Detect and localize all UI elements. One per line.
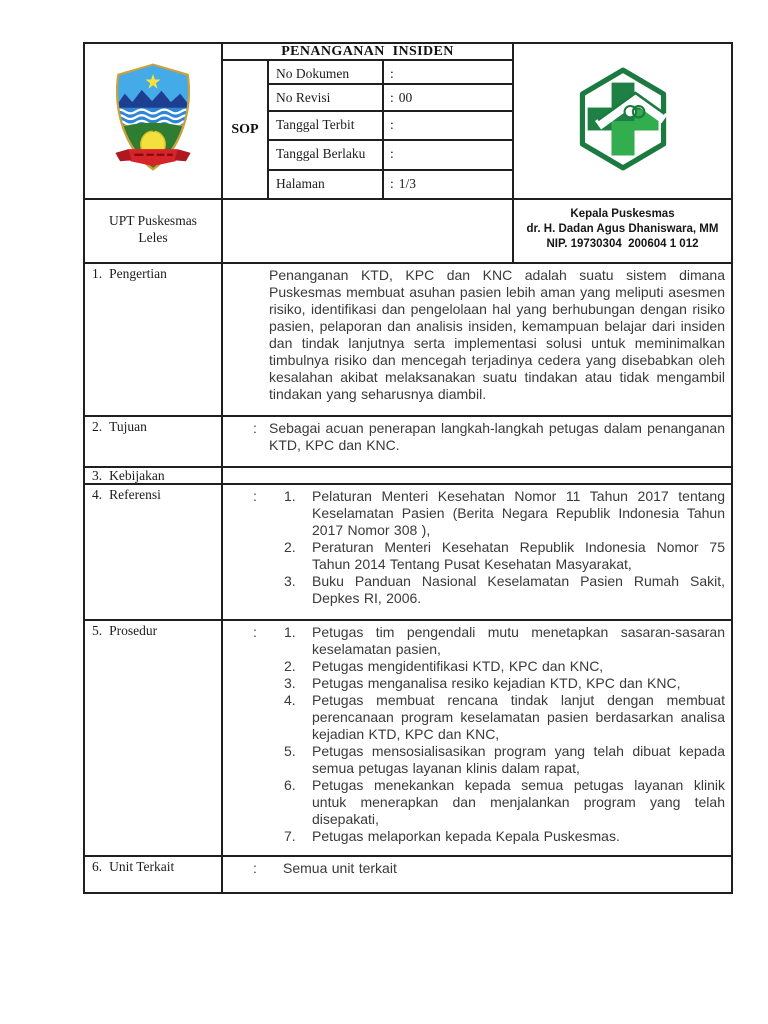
field-label: Tanggal Berlaku bbox=[276, 146, 366, 161]
section-number: 4. bbox=[92, 487, 103, 502]
signature-title: Kepala Puskesmas bbox=[570, 208, 675, 220]
field-value-text: 00 bbox=[398, 90, 413, 105]
sop-document-table bbox=[83, 42, 733, 894]
section-text: Semua unit terkait bbox=[283, 860, 397, 876]
doc-type-label: SOP bbox=[231, 121, 259, 137]
section-text: Penanganan KTD, KPC dan KNC adalah suatu sistem dimana Puskesmas membuat asuhan pasien lebih aman yang meliputi asesmen risiko, identifikasi dan pengelolaan hal yang berhubungan dengan risiko pasien, pelaporan dan analisis insiden, kemampuan belajar dari insiden dan tindak lanjutnya serta implementasi solusi untuk meminimalkan timbulnya risiko dan mencegah terjadinya cedera yang disebabkan oleh kesalahan akibat melaksanakan suatu tindakan atau tidak mengambil tindakan yang seharusnya diambil. bbox=[269, 267, 725, 402]
section-text: Sebagai acuan penerapan langkah-langkah petugas dalam penanganan KTD, KPC dan KNC. bbox=[269, 420, 725, 453]
field-row-tanggal-berlaku bbox=[269, 141, 512, 171]
section-number: 3. bbox=[92, 468, 103, 483]
field-row-halaman bbox=[269, 171, 512, 198]
section-title: Unit Terkait bbox=[109, 859, 175, 874]
list-item: Petugas melaporkan kepada Kepala Puskesmas. bbox=[312, 828, 620, 844]
section-label bbox=[85, 417, 221, 466]
organization-row bbox=[85, 200, 731, 264]
section-label bbox=[85, 468, 221, 483]
referensi-list bbox=[282, 488, 725, 607]
organization-line2: Leles bbox=[138, 230, 168, 245]
colon: : bbox=[390, 176, 394, 191]
section-unit-terkait bbox=[85, 857, 731, 892]
section-label bbox=[85, 857, 221, 892]
colon: : bbox=[253, 488, 257, 504]
section-content bbox=[221, 417, 731, 466]
section-kebijakan bbox=[85, 468, 731, 485]
colon: : bbox=[253, 860, 257, 876]
document-info-fields bbox=[267, 61, 512, 198]
section-content bbox=[221, 485, 731, 619]
field-row-no-revisi bbox=[269, 85, 512, 112]
section-label bbox=[85, 264, 221, 415]
empty-cell bbox=[221, 200, 512, 262]
section-content bbox=[221, 264, 731, 415]
header-body bbox=[223, 61, 512, 198]
list-item: Pelaturan Menteri Kesehatan Nomor 11 Tahun 2017 tentang Keselamatan Pasien (Berita Negara Republik Indonesia Tahun 2017 Nomor 308 ), bbox=[312, 488, 725, 538]
section-number: 6. bbox=[92, 859, 103, 874]
section-title: Referensi bbox=[109, 487, 161, 502]
right-logo-cell bbox=[512, 44, 731, 198]
field-label: No Dokumen bbox=[276, 66, 350, 81]
field-value bbox=[382, 85, 512, 110]
section-referensi bbox=[85, 485, 731, 621]
document-title: PENANGANAN INSIDEN bbox=[223, 44, 512, 61]
section-tujuan bbox=[85, 417, 731, 468]
section-prosedur bbox=[85, 621, 731, 857]
colon: : bbox=[390, 117, 394, 132]
signature-nip: NIP. 19730304 200604 1 012 bbox=[546, 238, 699, 250]
left-logo-cell bbox=[85, 44, 221, 198]
field-row-tanggal-terbit bbox=[269, 112, 512, 141]
sop-header-row bbox=[85, 44, 731, 200]
colon: : bbox=[253, 624, 257, 640]
field-value-text: 1/3 bbox=[398, 176, 417, 191]
colon: : bbox=[390, 66, 394, 81]
signature-name: dr. H. Dadan Agus Dhaniswara, MM bbox=[526, 223, 719, 235]
section-label bbox=[85, 485, 221, 619]
section-pengertian bbox=[85, 264, 731, 417]
prosedur-list bbox=[282, 624, 725, 845]
field-label: Halaman bbox=[276, 176, 325, 191]
organization-line1: UPT Puskesmas bbox=[109, 213, 197, 228]
list-item: Peraturan Menteri Kesehatan Republik Indonesia Nomor 75 Tahun 2014 Tentang Pusat Kesehatan Masyarakat, bbox=[312, 539, 725, 572]
list-item: Petugas membuat rencana tindak lanjut dengan membuat perencanaan program keselamatan pasien berdasarkan analisa kejadian KTD, KPC dan KNC, bbox=[312, 692, 725, 742]
list-item: Petugas mensosialisasikan program yang telah dibuat kepada semua petugas layanan klinis dalam rapat, bbox=[312, 743, 725, 776]
section-number: 2. bbox=[92, 419, 103, 434]
field-value bbox=[382, 112, 512, 139]
colon: : bbox=[253, 420, 257, 436]
puskesmas-logo-icon bbox=[571, 64, 675, 179]
section-content bbox=[221, 621, 731, 855]
header-middle-cell bbox=[221, 44, 512, 198]
section-content bbox=[221, 468, 731, 483]
organization-name bbox=[85, 200, 221, 262]
section-title: Pengertian bbox=[109, 266, 167, 281]
colon: : bbox=[390, 90, 394, 105]
garut-regency-crest-icon bbox=[106, 62, 200, 181]
section-number: 1. bbox=[92, 266, 103, 281]
field-label: No Revisi bbox=[276, 90, 331, 105]
field-value bbox=[382, 141, 512, 169]
section-number: 5. bbox=[92, 623, 103, 638]
section-title: Tujuan bbox=[109, 419, 147, 434]
section-label bbox=[85, 621, 221, 855]
list-item: Buku Panduan Nasional Keselamatan Pasien Rumah Sakit, Depkes RI, 2006. bbox=[312, 573, 725, 606]
field-value bbox=[382, 61, 512, 83]
list-item: Petugas menganalisa resiko kejadian KTD, KPC dan KNC, bbox=[312, 675, 681, 691]
field-value bbox=[382, 171, 512, 198]
signature-block bbox=[512, 200, 731, 262]
section-title: Prosedur bbox=[109, 623, 158, 638]
colon: : bbox=[390, 146, 394, 161]
field-label: Tanggal Terbit bbox=[276, 117, 355, 132]
list-item: Petugas mengidentifikasi KTD, KPC dan KNC, bbox=[312, 658, 604, 674]
list-item: Petugas tim pengendali mutu menetapkan sasaran-sasaran keselamatan pasien, bbox=[312, 624, 725, 657]
section-title: Kebijakan bbox=[109, 468, 165, 483]
section-content bbox=[221, 857, 731, 892]
list-item: Petugas menekankan kepada semua petugas layanan klinik untuk menerapkan dan menjalankan program yang telah disepakati, bbox=[312, 777, 725, 827]
field-row-no-dokumen bbox=[269, 61, 512, 85]
